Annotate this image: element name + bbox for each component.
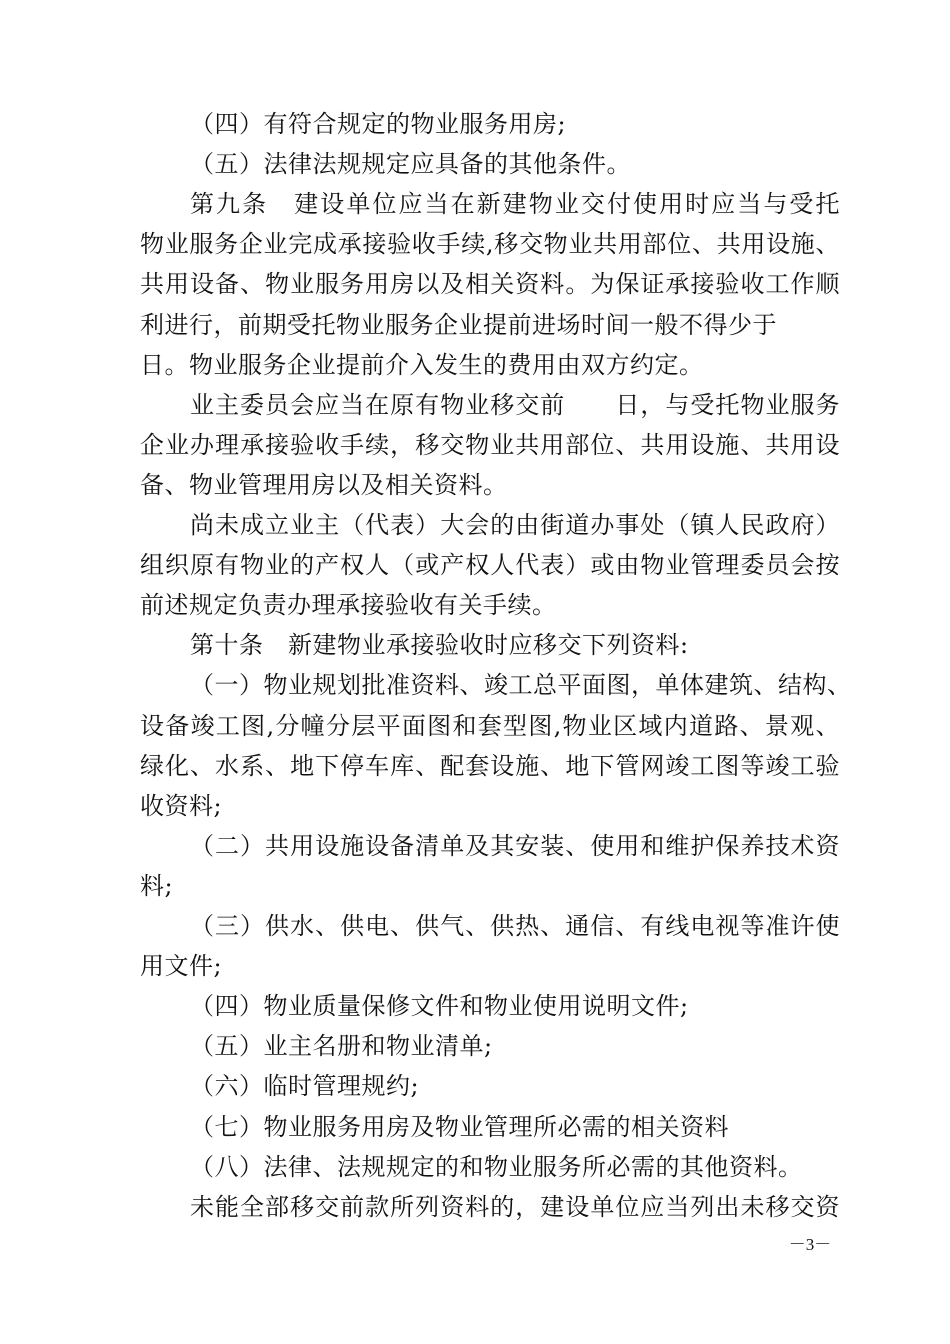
page-number: －3－ — [788, 1235, 832, 1254]
text-line: （二）共用设施设备清单及其安装、使用和维护保养技术资 — [190, 831, 840, 860]
text-line: （七）物业服务用房及物业管理所必需的相关资料 — [190, 1112, 729, 1141]
text-line: 日。物业服务企业提前介入发生的费用由双方约定。 — [140, 350, 704, 379]
text-line: （四）有符合规定的物业服务用房; — [190, 110, 567, 138]
text-line: （五）业主名册和物业清单; — [190, 1032, 493, 1061]
text-line: 未能全部移交前款所列资料的，建设单位应当列出未移交资 — [190, 1192, 840, 1221]
text-line: 组织原有物业的产权人（或产权人代表）或由物业管理委员会按 — [140, 551, 840, 580]
text-line: 物业服务企业完成承接验收手续,移交物业共用部位、共用设施、 — [140, 230, 840, 259]
text-line: 业主委员会应当在原有物业移交前 日，与受托物业服务 — [190, 390, 840, 419]
text-line: （六）临时管理规约; — [190, 1072, 420, 1101]
text-line: （三）供水、供电、供气、供热、通信、有线电视等准许使 — [190, 912, 840, 940]
text-line: 收资料; — [140, 791, 223, 820]
text-line: 绿化、水系、地下停车库、配套设施、地下管网竣工图等竣工验 — [140, 751, 840, 780]
text-line: 料; — [140, 871, 174, 900]
text-line: 尚未成立业主（代表）大会的由街道办事处（镇人民政府） — [190, 511, 840, 539]
text-line: （四）物业质量保修文件和物业使用说明文件; — [190, 992, 689, 1021]
text-line: 第十条 新建物业承接验收时应移交下列资料: — [190, 631, 689, 660]
text-line: 利进行，前期受托物业服务企业提前进场时间一般不得少于 — [140, 310, 777, 339]
text-line: 前述规定负责办理承接验收有关手续。 — [140, 591, 557, 620]
text-line: 用文件; — [140, 952, 223, 981]
text-line: 第九条 建设单位应当在新建物业交付使用时应当与受托 — [190, 190, 840, 219]
text-line: 设备竣工图,分幢分层平面图和套型图,物业区域内道路、景观、 — [140, 711, 840, 740]
text-line: （五）法律法规规定应具备的其他条件。 — [190, 150, 631, 179]
text-line: 备、物业管理用房以及相关资料。 — [140, 470, 508, 499]
text-line: （一）物业规划批准资料、竣工总平面图，单体建筑、结构、 — [190, 671, 852, 700]
text-line: 共用设备、物业服务用房以及相关资料。为保证承接验收工作顺 — [140, 270, 840, 299]
text-line: 企业办理承接验收手续，移交物业共用部位、共用设施、共用设 — [140, 430, 840, 459]
text-line: （八）法律、法规规定的和物业服务所必需的其他资料。 — [190, 1152, 803, 1181]
